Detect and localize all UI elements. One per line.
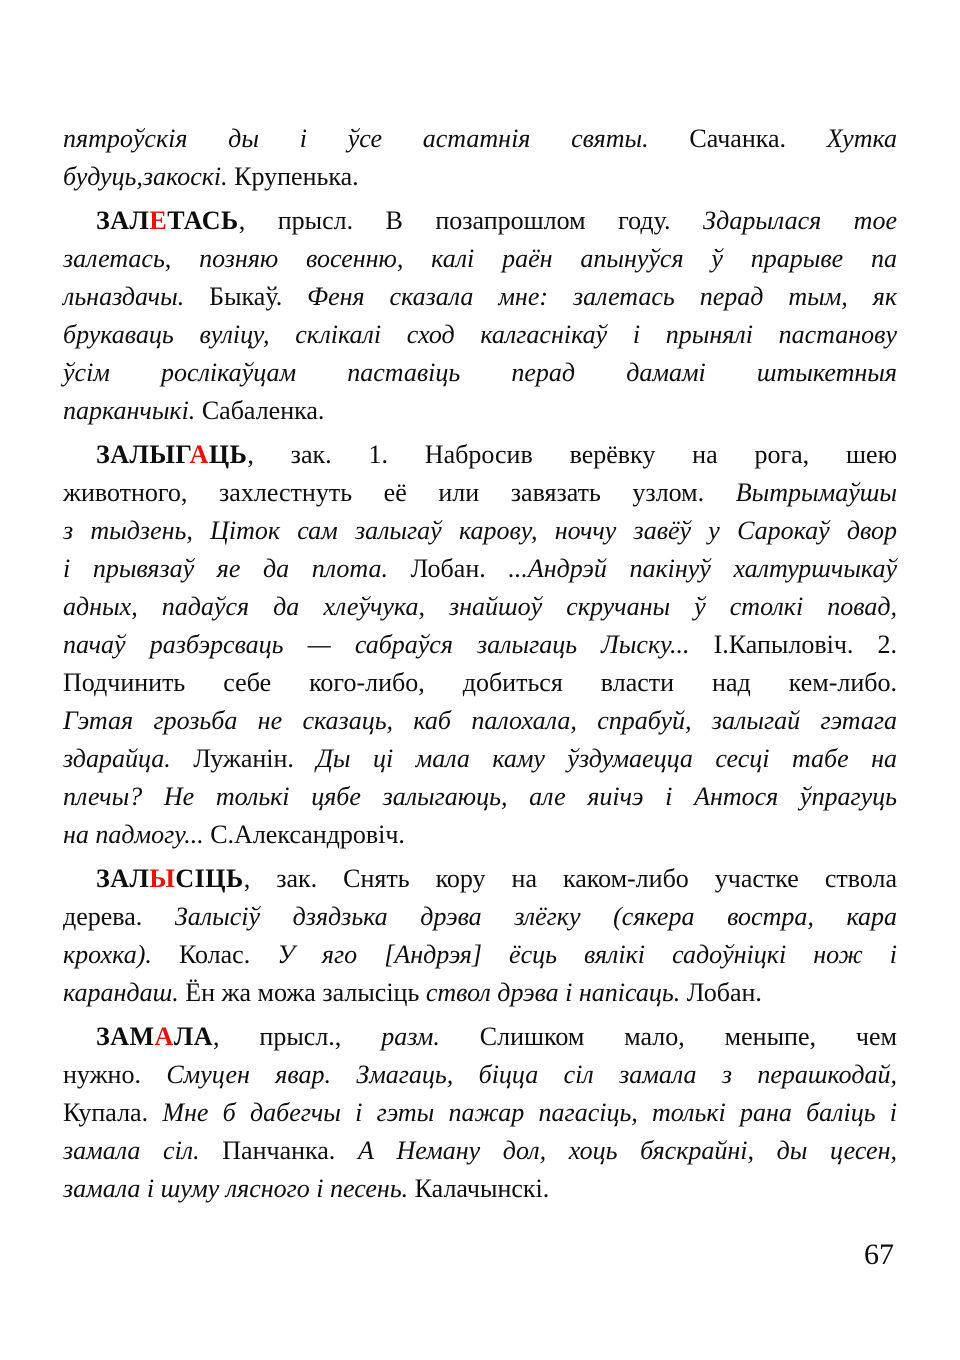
- entry-zalysic: [63, 860, 897, 1012]
- text-line: [63, 1018, 897, 1056]
- text-segment: , зак. 1. Набросив верёвку на рога, шею: [247, 440, 897, 469]
- text-segment: Быкаў.: [209, 282, 308, 311]
- headword-part: ЗАЛ: [96, 206, 150, 235]
- text-segment: , прысл. В позапрошлом году.: [238, 206, 703, 235]
- example-text: ўсім рослікаўцам паставіць перад дамамі штыкетныя: [63, 358, 897, 387]
- example-text: адных, падаўся да хлеўчука, знайшоў скручаны ў столкі повад,: [63, 592, 897, 621]
- example-text: плечы? Не толькі цябе залыгаюць, але яиічэ і Антося ўпрагуць: [63, 782, 897, 811]
- example-text: брукаваць вуліцу, склікалі сход калгаснікаў і прынялі пастанову: [63, 320, 897, 349]
- text-line: [63, 664, 897, 702]
- headword-part: ЛА: [173, 1022, 213, 1051]
- headword-part: ТАСЬ: [167, 206, 239, 235]
- text-segment: Калачынскі.: [414, 1174, 550, 1203]
- example-text: залетась, позняю восенню, калі раён апынуўся ў прарыве па: [63, 244, 897, 273]
- example-text: крохка).: [63, 940, 179, 969]
- text-segment: Колас.: [178, 940, 278, 969]
- example-text: Здарылася тое: [702, 206, 897, 235]
- text-segment: Лобан.: [410, 554, 509, 583]
- example-text: ...Андрэй пакінуў халтуршчыкаў: [508, 554, 897, 583]
- example-text: Вытрымаўшы: [735, 478, 897, 507]
- text-segment: І.Капыловіч. 2.: [713, 630, 897, 659]
- page-number: 67: [864, 1238, 894, 1271]
- text-line: [63, 1170, 897, 1208]
- text-line: [63, 240, 897, 278]
- text-line: [63, 816, 897, 854]
- entry-zaletas: [63, 202, 897, 430]
- text-line: [63, 316, 897, 354]
- example-text: парканчыкі.: [63, 396, 202, 425]
- example-text: будуць,закоскі.: [63, 162, 235, 191]
- text-segment: Ён жа можа залысіць: [185, 978, 426, 1007]
- entry-zalyhac: [63, 436, 897, 854]
- example-text: А Неману дол, хоць бяскрайні, ды цесен,: [357, 1136, 897, 1165]
- continuation-paragraph: [63, 120, 897, 196]
- text-line: [63, 898, 897, 936]
- text-segment: Сабаленка.: [201, 396, 325, 425]
- stress-letter: Е: [149, 206, 168, 235]
- headword-part: ЗАМ: [96, 1022, 155, 1051]
- example-text: на падмогу...: [63, 820, 211, 849]
- text-segment: животного, захлестнуть её или завязать узлом.: [63, 478, 736, 507]
- text-segment: , прысл.,: [212, 1022, 382, 1051]
- text-line: [63, 354, 897, 392]
- example-text: здарайца.: [63, 744, 194, 773]
- text-line: [63, 550, 897, 588]
- example-text: карандаш.: [63, 978, 186, 1007]
- text-segment: Лужанін.: [193, 744, 317, 773]
- text-line: [63, 974, 897, 1012]
- text-segment: Крупенька.: [234, 162, 359, 191]
- example-text: разм.: [381, 1022, 480, 1051]
- text-line: [63, 1056, 897, 1094]
- text-segment: Лобан.: [686, 978, 762, 1007]
- example-text: пачаў разбэрсваць — сабраўся залыгаць Лыску...: [63, 630, 714, 659]
- text-segment: Слишком мало, меныпе, чем: [479, 1022, 898, 1051]
- example-text: Залысіў дзядзька дрэва злёгку (сякера востра, кара: [174, 902, 897, 931]
- text-segment: , зак. Снять кору на каком-либо участке ствола: [243, 864, 897, 893]
- text-line: [63, 588, 897, 626]
- text-line: [63, 1094, 897, 1132]
- example-text: пятроўскія ды і ўсе астатнія святы.: [63, 124, 690, 153]
- text-line: [63, 278, 897, 316]
- text-line: [63, 778, 897, 816]
- example-text: льназдачы.: [63, 282, 210, 311]
- text-line: [63, 474, 897, 512]
- headword-part: СІЦЬ: [175, 864, 244, 893]
- example-text: Ды ці мала каму ўздумаецца сесці табе на: [316, 744, 898, 773]
- text-line: [63, 158, 897, 196]
- text-segment: Купала.: [63, 1098, 163, 1127]
- text-segment: дерева.: [63, 902, 175, 931]
- example-text: Смуцен явар. Змагаць, біцца сіл замала з перашкодай,: [166, 1060, 897, 1089]
- text-line: [63, 936, 897, 974]
- text-line: [63, 1132, 897, 1170]
- text-segment: нужно.: [63, 1060, 167, 1089]
- text-line: [63, 740, 897, 778]
- headword-part: ЗАЛЫГ: [96, 440, 190, 469]
- headword-part: ЗАЛ: [96, 864, 150, 893]
- text-line: [63, 702, 897, 740]
- entry-zamala: [63, 1018, 897, 1208]
- text-line: [63, 202, 897, 240]
- text-line: [63, 120, 897, 158]
- example-text: У яго [Андрэя] ёсць вялікі садоўніцкі нож і: [277, 940, 897, 969]
- example-text: замала сіл.: [63, 1136, 223, 1165]
- text-block: [63, 120, 897, 1208]
- headword-part: ЦЬ: [208, 440, 248, 469]
- example-text: Гэтая грозьба не сказаць, каб палохала, спрабуй, залыгай гэтага: [63, 706, 897, 735]
- example-text: ствол дрэва і напісаць.: [425, 978, 687, 1007]
- example-text: Хутка: [826, 124, 897, 153]
- text-line: [63, 626, 897, 664]
- example-text: замала і шуму лясного і песень.: [63, 1174, 415, 1203]
- stress-letter: А: [189, 440, 209, 469]
- text-line: [63, 512, 897, 550]
- text-line: [63, 392, 897, 430]
- text-line: [63, 860, 897, 898]
- example-text: Мне б дабегчы і гэты пажар пагасіць, толькі рана баліць і: [162, 1098, 897, 1127]
- example-text: Феня сказала мне: залетась перад тым, як: [307, 282, 897, 311]
- text-segment: Сачанка.: [689, 124, 827, 153]
- text-segment: Подчинить себе кого-либо, добиться власти над кем-либо.: [63, 668, 897, 697]
- example-text: з тыдзень, Ціток сам залыгаў карову, ноччу завёў у Сарокаў двор: [63, 516, 897, 545]
- example-text: і прывязаў яе да плота.: [63, 554, 411, 583]
- text-segment: Панчанка.: [222, 1136, 358, 1165]
- stress-letter: А: [154, 1022, 174, 1051]
- stress-letter: Ы: [149, 864, 176, 893]
- text-segment: С.Александровіч.: [210, 820, 405, 849]
- text-line: [63, 436, 897, 474]
